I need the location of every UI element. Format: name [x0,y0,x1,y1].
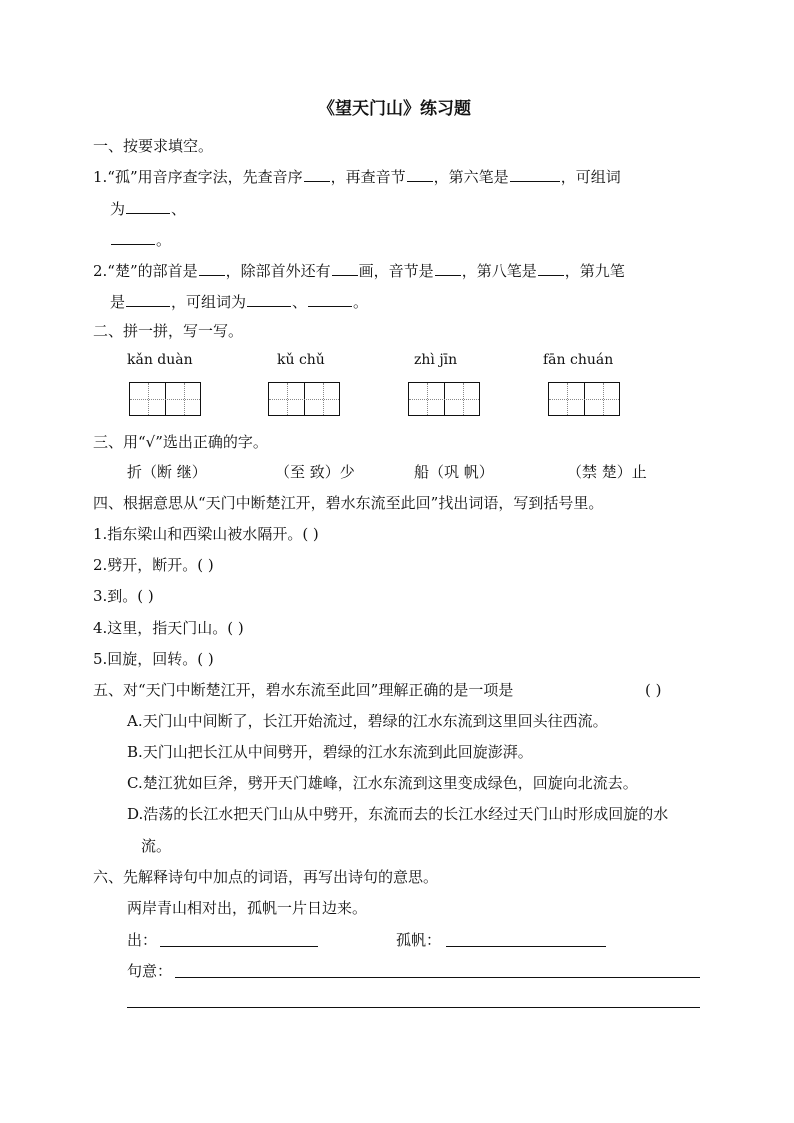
writing-grid[interactable] [548,382,620,416]
answer-parentheses[interactable]: ( ) [645,681,662,699]
question-text: ，第八笔是 [461,262,537,280]
poem-line: 两岸青山相对出，孤帆一片日边来。 [127,899,368,917]
answer-line-chu[interactable] [160,946,318,947]
answer-line-juyi-2[interactable] [127,1007,700,1008]
question-2-line-1 [93,260,625,281]
answer-blank[interactable] [332,260,358,276]
section-4-heading: 四、根据意思从“天门中断楚江开，碧水东流至此回”找出词语，写到括号里。 [93,494,604,512]
section-4-item[interactable]: 4.这里，指天门山。( ) [93,619,244,637]
writing-grid[interactable] [408,382,480,416]
question-text: ，可组词为 [171,293,247,311]
choice-item[interactable]: 船（巩 帆） [414,463,494,481]
question-text: ，第六笔是 [433,168,509,186]
question-text: ，可组词 [560,168,621,186]
section-2-heading: 二、拼一拼，写一写。 [93,322,244,340]
answer-blank[interactable] [510,166,560,182]
option-c[interactable]: C.楚江犹如巨斧，劈开天门雄峰，江水东流到这里变成绿色，回旋向北流去。 [127,774,638,792]
answer-blank[interactable] [407,166,433,182]
pinyin-label: zhì jīn [414,352,458,368]
answer-line-gufan[interactable] [446,946,606,947]
question-1-line-3 [110,229,171,250]
label-juyi: 句意： [127,962,173,980]
option-a[interactable]: A.天门山中间断了，长江开始流过，碧绿的江水东流到这里回头往西流。 [127,712,608,730]
question-text: 、 [171,200,187,218]
pinyin-label: fān chuán [543,352,614,368]
question-text: 。 [353,293,369,311]
answer-blank[interactable] [247,291,291,307]
page-title: 《望天门山》练习题 [318,99,471,119]
question-text: 画，音节是 [358,262,434,280]
answer-blank[interactable] [304,166,330,182]
option-b[interactable]: B.天门山把长江从中间劈开，碧绿的江水东流到此回旋澎湃。 [127,743,533,761]
question-text: 、 [292,293,308,311]
question-text: ，除部首外还有 [225,262,331,280]
answer-blank[interactable] [126,198,170,214]
writing-grid[interactable] [129,382,201,416]
pinyin-label: kǔ chǔ [277,352,325,368]
question-text: 为 [110,200,126,218]
section-4-item[interactable]: 2.劈开，断开。( ) [93,556,214,574]
writing-grid[interactable] [268,382,340,416]
choice-item[interactable]: （禁 楚）止 [567,463,647,481]
option-d-continued: 流。 [141,837,172,855]
choice-item[interactable]: （至 致）少 [275,463,355,481]
question-text: 是 [110,293,126,311]
question-1-line-1 [93,166,621,187]
choice-item[interactable]: 折（断 继） [127,463,207,481]
answer-blank[interactable] [126,291,170,307]
question-text: 1.“孤”用音序查字法，先查音序 [93,168,303,186]
answer-blank[interactable] [111,229,155,245]
question-text: 。 [156,231,172,249]
label-chu: 出： [127,931,158,949]
answer-blank[interactable] [435,260,461,276]
answer-line-juyi-1[interactable] [175,977,700,978]
section-6-heading: 六、先解释诗句中加点的词语，再写出诗句的意思。 [93,868,439,886]
question-text: ，再查音节 [330,168,406,186]
question-2-line-2 [110,291,368,312]
section-1-heading: 一、按要求填空。 [93,137,214,155]
pinyin-label: kǎn duàn [127,352,193,368]
label-gufan: 孤帆： [396,931,442,949]
question-1-line-2 [110,198,186,219]
section-5-heading: 五、对“天门中断楚江开，碧水东流至此回”理解正确的是一项是 [93,681,514,699]
question-text: 2.“楚”的部首是 [93,262,198,280]
section-3-heading: 三、用“√”选出正确的字。 [93,433,268,451]
answer-blank[interactable] [308,291,352,307]
option-d[interactable]: D.浩荡的长江水把天门山从中劈开，东流而去的长江水经过天门山时形成回旋的水 [127,805,669,823]
section-4-item[interactable]: 5.回旋，回转。( ) [93,650,214,668]
answer-blank[interactable] [199,260,225,276]
section-4-item[interactable]: 3.到。( ) [93,587,154,605]
question-text: ，第九笔 [564,262,625,280]
section-4-item[interactable]: 1.指东梁山和西梁山被水隔开。( ) [93,525,319,543]
answer-blank[interactable] [538,260,564,276]
